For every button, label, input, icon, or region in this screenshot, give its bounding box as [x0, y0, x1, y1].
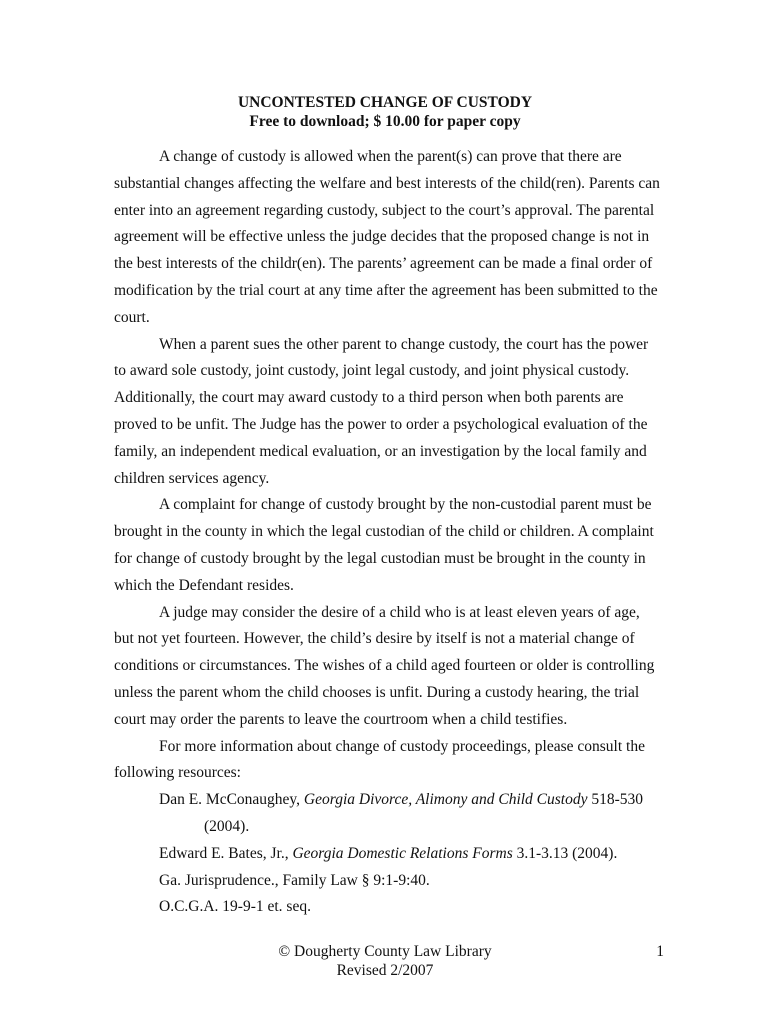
resource-list	[114, 787, 662, 921]
document-title: UNCONTESTED CHANGE OF CUSTODY	[237, 94, 533, 111]
document-body	[114, 144, 662, 921]
paragraph-change-allowed: A change of custody is allowed when the parent(s) can prove that there are substantial changes affecting the welfare and best interests of the child(ren). Parents can enter into an agreement regarding custody, subject to the court’s approval. The parental agreement will be effective unless the judge decides that the proposed change is not in the best interests of the childr(en). The parents’ agreement can be made a final order of modification by the trial court at any time after the agreement has been submitted to the court.	[114, 148, 660, 326]
paragraph-more-information: For more information about change of custody proceedings, please consult the following resources:	[114, 737, 645, 782]
resource-author: Dan E. McConaughey,	[159, 791, 304, 809]
resource-title: Georgia Domestic Relations Forms	[292, 844, 513, 862]
resource-text: O.C.G.A. 19-9-1 et. seq.	[159, 898, 311, 916]
resource-item	[114, 894, 662, 921]
footer-library: © Dougherty County Law Library	[278, 943, 492, 960]
resource-text: Ga. Jurisprudence., Family Law § 9:1-9:40.	[159, 871, 430, 889]
resource-title: Georgia Divorce, Alimony and Child Custody	[303, 791, 588, 809]
resource-item	[114, 787, 662, 841]
resource-item	[114, 841, 662, 868]
resource-item	[114, 868, 662, 895]
resource-pages: 518-530 (2004).	[204, 791, 644, 835]
paragraph-complaint-venue: A complaint for change of custody brought by the non-custodial parent must be brought in the county in which the legal custodian of the child or children. A complaint for change of custody brought by the legal custodian must be brought in the county in which the Defendant resides.	[114, 496, 654, 594]
document-header	[0, 93, 770, 131]
paragraph-child-desire: A judge may consider the desire of a child who is at least eleven years of age, but not yet fourteen. However, the child’s desire by itself is not a material change of conditions or circumstances. The wishes of a child aged fourteen or older is controlling unless the parent whom the child chooses is unfit. During a custody hearing, the trial court may order the parents to leave the courtroom when a child testifies.	[114, 603, 655, 728]
paragraph-court-power: When a parent sues the other parent to change custody, the court has the power to award sole custody, joint custody, joint legal custody, and joint physical custody. Additionally, the court may award custody to a third person when both parents are proved to be unfit. The Judge has the power to order a psychological evaluation of the family, an independent medical evaluation, or an investigation by the local family and children services agency.	[114, 335, 649, 487]
resource-author: Edward E. Bates, Jr.,	[159, 844, 293, 862]
footer-revised: Revised 2/2007	[336, 962, 434, 979]
page-number: 1	[656, 943, 664, 960]
resource-pages: 3.1-3.13 (2004).	[512, 844, 618, 862]
document-subtitle: Free to download; $ 10.00 for paper copy	[249, 113, 521, 130]
